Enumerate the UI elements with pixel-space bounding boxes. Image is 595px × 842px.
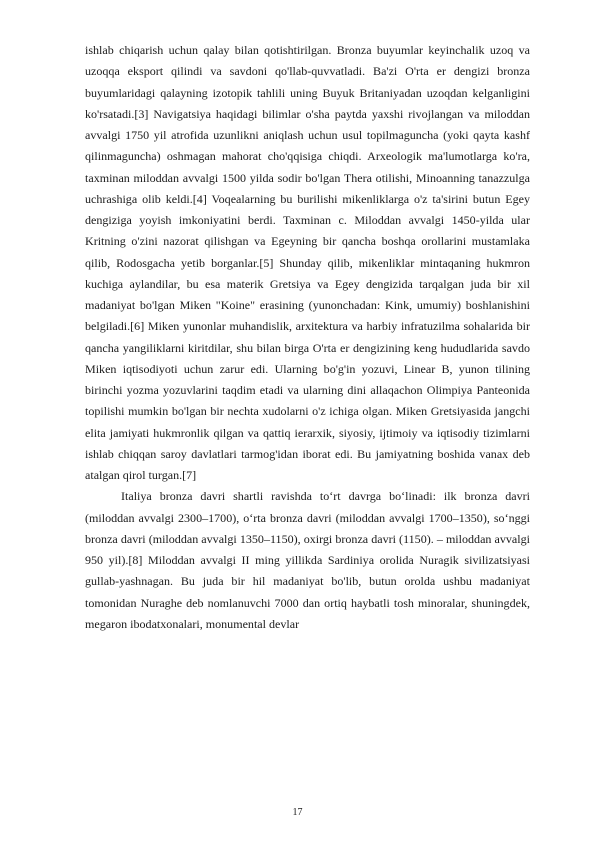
page-number: 17 [292, 807, 303, 818]
document-body [85, 40, 530, 635]
paragraph-1: ishlab chiqarish uchun qalay bilan qotishtirilgan. Bronza buyumlar keyinchalik uzoq va uzoqqa eksport qilindi va savdoni qo'llab-quvvatladi. Ba'zi O'rta er dengizi bronza buyumlaridagi qalayning izotopik tahlili uning Buyuk Britaniyadan uzoqdan kelganligini ko'rsatadi.[3] Navigatsiya haqidagi bilimlar o'sha paytda yaxshi rivojlangan va miloddan avvalgi 1750 yil atrofida uzunlikni aniqlash uchun usul topilmaguncha (yoki qayta kashf qilinmaguncha) oshmagan mahorat cho'qqisiga chiqdi. Arxeologik ma'lumotlarga ko'ra, taxminan miloddan avvalgi 1500 yilda sodir bo'lgan Thera otilishi, Minoanning tanazzulga uchrashiga olib keldi.[4] Voqealarning bu burilishi mikenliklarga o'z ta'sirini butun Egey dengiziga yoyish imkoniyatini berdi. Taxminan c. Miloddan avvalgi 1450-yilda ular Kritning o'zini nazorat qilishgan va Egeyning bir qancha boshqa orollarini mustamlaka qilib, Rodosgacha yetib borganlar.[5] Shunday qilib, mikenliklar mintaqaning hukmron kuchiga aylandilar, bu esa materik Gretsiya va Egey dengizida tarqalgan juda bir xil madaniyat bo'lgan Miken "Koine" erasining (yunonchadan: Kink, umumiy) boshlanishini belgiladi.[6] Miken yunonlar muhandislik, arxitektura va harbiy infratuzilma sohalarida bir qancha yangiliklarni kiritdilar, shu bilan birga O'rta er dengizining keng hududlarida savdo Miken iqtisodiyoti uchun zarur edi. Ularning bo'g'in yozuvi, Linear B, yunon tilining birinchi yozma yozuvlarini taqdim etadi va ularning dini allaqachon Olimpiya Panteonida topilishi mumkin bo'lgan bir nechta xudolarni o'z ichiga olgan. Miken Gretsiyasida jangchi elita jamiyati hukmronlik qilgan va qattiq ierarxik, siyosiy, ijtimoiy va iqtisodiy tizimlarni ishlab chiqqan saroy davlatlari tarmog'idan iborat edi. Bu jamiyatning boshida vanax deb atalgan qirol turgan.[7] [85, 43, 530, 482]
paragraph-2: Italiya bronza davri shartli ravishda to‘rt davrga bo‘linadi: ilk bronza davri (miloddan avvalgi 2300–1700), o‘rta bronza davri (miloddan avvalgi 1700–1350), so‘nggi bronza davri (miloddan avvalgi 1350–1150), oxirgi bronza davri (1150). – miloddan avvalgi 950 yil).[8] Miloddan avvalgi II ming yillikda Sardiniya orolida Nuragik sivilizatsiyasi gullab-yashnagan. Bu juda bir hil madaniyat bo'lib, butun orolda ushbu madaniyat tomonidan Nuraghe deb nomlanuvchi 7000 dan ortiq haybatli tosh minoralar, shuningdek, megaron ibodatxonalari, monumental devlar [85, 489, 530, 631]
